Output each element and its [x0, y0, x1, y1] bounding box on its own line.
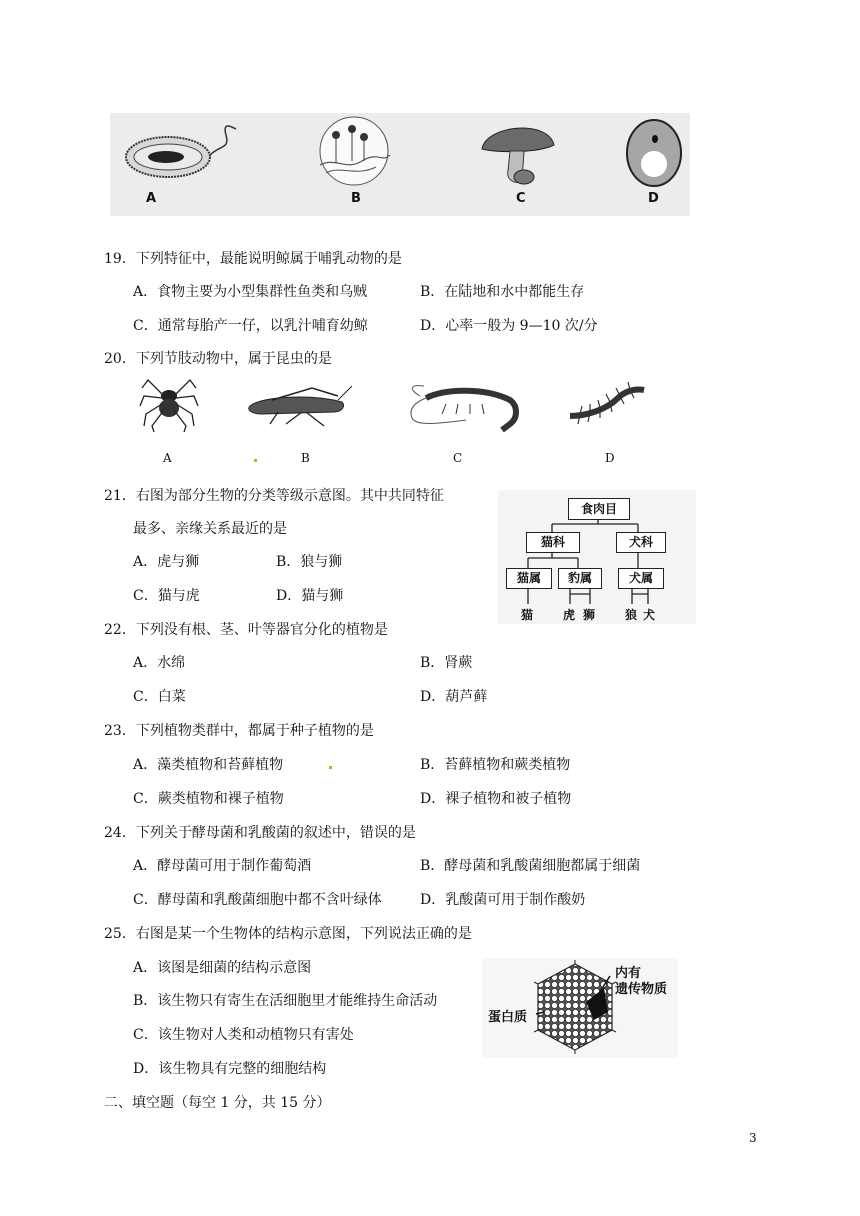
q24-option-b: B．酵母菌和乳酸菌细胞都属于细菌	[420, 858, 641, 874]
q21-option-a: A．虎与狮	[133, 554, 200, 570]
q20-label-d: D	[605, 451, 615, 465]
q24-option-d: D．乳酸菌可用于制作酸奶	[420, 892, 586, 908]
q21-option-c: C．猫与虎	[133, 588, 200, 604]
q22-option-a: A．水绵	[133, 655, 186, 671]
tree-leaf-dog: 犬	[643, 608, 656, 622]
q25-option-b: B．该生物只有寄生在活细胞里才能维持生命活动	[133, 993, 438, 1009]
mold-icon	[306, 115, 402, 187]
q20-label-a: A	[163, 451, 172, 465]
q22-option-d: D．葫芦藓	[420, 689, 488, 705]
section-heading: 二、填空题（每空 1 分，共 15 分）	[104, 1095, 331, 1111]
mushroom-icon	[478, 119, 558, 189]
q19-stem: 19．下列特征中，最能说明鲸属于哺乳动物的是	[104, 251, 402, 267]
grasshopper-icon	[242, 384, 354, 428]
virus-label-protein: 蛋白质	[488, 1010, 528, 1025]
q22-option-b: B．肾蕨	[420, 655, 473, 671]
tree-order-box: 食肉目	[568, 498, 630, 520]
q25-option-d: D．该生物具有完整的细胞结构	[133, 1061, 327, 1077]
tree-genus-canis-box: 犬属	[618, 568, 664, 589]
figure18-label-a: A	[146, 191, 157, 206]
q23-option-a: A．藻类植物和苔藓植物	[133, 757, 284, 773]
q25-stem: 25．右图是某一个生物体的结构示意图，下列说法正确的是	[104, 926, 472, 942]
q21-option-d: D．猫与狮	[276, 588, 344, 604]
classification-tree	[498, 490, 696, 624]
q25-option-a: A．该图是细菌的结构示意图	[133, 960, 312, 976]
q22-option-c: C．白菜	[133, 689, 186, 705]
tree-leaf-wolf: 狼	[625, 608, 638, 622]
tree-leaf-tiger: 虎	[563, 608, 576, 622]
q25-option-c: C．该生物对人类和动植物只有害处	[133, 1027, 354, 1043]
q22-stem: 22．下列没有根、茎、叶等器官分化的植物是	[104, 622, 388, 638]
q20-label-b: B	[301, 451, 310, 465]
figure18-label-b: B	[351, 191, 361, 206]
q19-option-d: D．心率一般为 9—10 次/分	[420, 318, 598, 334]
tree-leaf-lion: 狮	[583, 608, 596, 622]
q21-option-b: B．狼与狮	[276, 554, 343, 570]
tree-genus-felis-box: 猫属	[506, 568, 552, 589]
q20-stem: 20．下列节肢动物中，属于昆虫的是	[104, 351, 332, 367]
bacterium-icon	[120, 125, 240, 185]
figure18-label-d: D	[648, 191, 659, 206]
tree-genus-panthera-box: 豹属	[558, 568, 602, 589]
artifact-dot	[329, 766, 332, 769]
tree-family-dog-box: 犬科	[616, 532, 666, 553]
page-number: 3	[749, 1131, 757, 1145]
virus-label-inner-line2: 遗传物质	[615, 982, 668, 997]
q19-option-a: A．食物主要为小型集群性鱼类和乌贼	[133, 284, 368, 300]
q23-option-d: D．裸子植物和被子植物	[420, 791, 572, 807]
tree-family-cat-box: 猫科	[526, 532, 580, 553]
q24-stem: 24．下列关于酵母菌和乳酸菌的叙述中，错误的是	[104, 825, 416, 841]
tree-leaf-cat: 猫	[521, 608, 534, 622]
q21-stem: 21．右图为部分生物的分类等级示意图。其中共同特征	[104, 488, 444, 504]
q23-option-b: B．苔藓植物和蕨类植物	[420, 757, 571, 773]
virus-label-inner-line1: 内有	[615, 966, 642, 981]
yeast-icon	[622, 117, 688, 189]
artifact-dot	[254, 459, 257, 462]
q24-option-a: A．酵母菌可用于制作葡萄酒	[133, 858, 312, 874]
q18-figure	[110, 113, 690, 216]
q20-label-c: C	[453, 451, 463, 465]
centipede-icon	[566, 380, 648, 426]
shrimp-icon	[406, 380, 524, 440]
q19-option-b: B．在陆地和水中都能生存	[420, 284, 585, 300]
virus-diagram	[482, 958, 678, 1058]
q23-option-c: C．蕨类植物和裸子植物	[133, 791, 284, 807]
q19-option-c: C．通常每胎产一仔，以乳汁哺育幼鲸	[133, 318, 368, 334]
q23-stem: 23．下列植物类群中，都属于种子植物的是	[104, 723, 374, 739]
q21-stem-cont: 最多、亲缘关系最近的是	[133, 521, 287, 537]
figure18-label-c: C	[516, 191, 526, 206]
q24-option-c: C．酵母菌和乳酸菌细胞中都不含叶绿体	[133, 892, 382, 908]
spider-icon	[138, 374, 200, 434]
